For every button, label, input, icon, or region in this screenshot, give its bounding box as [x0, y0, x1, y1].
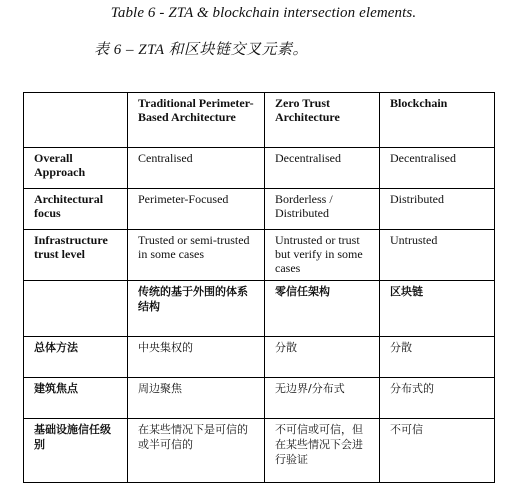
- table-cell: Centralised: [128, 148, 265, 189]
- header-zero-trust-zh: 零信任架构: [265, 281, 380, 337]
- header-traditional-zh: 传统的基于外围的体系结构: [128, 281, 265, 337]
- table-cell: 分布式的: [380, 378, 495, 419]
- table-cell: Perimeter-Focused: [128, 189, 265, 230]
- table-row: [24, 148, 495, 189]
- table-caption-english: Table 6 - ZTA & blockchain intersection elements.: [110, 5, 417, 21]
- table-cell: 分散: [380, 337, 495, 378]
- table-header-row-en: [24, 93, 495, 148]
- table-cell: 无边界/分布式: [265, 378, 380, 419]
- header-blockchain-zh: 区块链: [380, 281, 495, 337]
- header-cell-empty-zh: [24, 281, 128, 337]
- table-row: [24, 337, 495, 378]
- row-label-infrastructure-trust-zh: 基础设施信任级别: [24, 419, 128, 483]
- header-cell-empty: [24, 93, 128, 148]
- row-label-overall-approach-zh: 总体方法: [24, 337, 128, 378]
- table-caption-chinese: 表 6 – ZTA 和区块链交叉元素。: [94, 42, 308, 58]
- table-cell: Trusted or semi-trusted in some cases: [128, 230, 265, 281]
- table-row: [24, 378, 495, 419]
- table-cell: Distributed: [380, 189, 495, 230]
- table-cell: 不可信: [380, 419, 495, 483]
- comparison-table: [23, 92, 495, 483]
- row-label-architectural-focus: Architectural focus: [24, 189, 128, 230]
- header-traditional: Traditional Perimeter-Based Architecture: [128, 93, 265, 148]
- table-cell: 分散: [265, 337, 380, 378]
- table-cell: Decentralised: [265, 148, 380, 189]
- row-label-overall-approach: Overall Approach: [24, 148, 128, 189]
- table-row: [24, 189, 495, 230]
- table-header-row-zh: [24, 281, 495, 337]
- header-blockchain: Blockchain: [380, 93, 495, 148]
- table-cell: 不可信或可信，但在某些情况下会进行验证: [265, 419, 380, 483]
- table-cell: 中央集权的: [128, 337, 265, 378]
- table-cell: Untrusted or trust but verify in some cases: [265, 230, 380, 281]
- table-cell: Borderless / Distributed: [265, 189, 380, 230]
- table-cell: Untrusted: [380, 230, 495, 281]
- table-cell: 在某些情况下是可信的或半可信的: [128, 419, 265, 483]
- row-label-architectural-focus-zh: 建筑焦点: [24, 378, 128, 419]
- table-cell: Decentralised: [380, 148, 495, 189]
- table-cell: 周边聚焦: [128, 378, 265, 419]
- table-row: [24, 230, 495, 281]
- table-row: [24, 419, 495, 483]
- row-label-infrastructure-trust: Infrastructure trust level: [24, 230, 128, 281]
- header-zero-trust: Zero Trust Architecture: [265, 93, 380, 148]
